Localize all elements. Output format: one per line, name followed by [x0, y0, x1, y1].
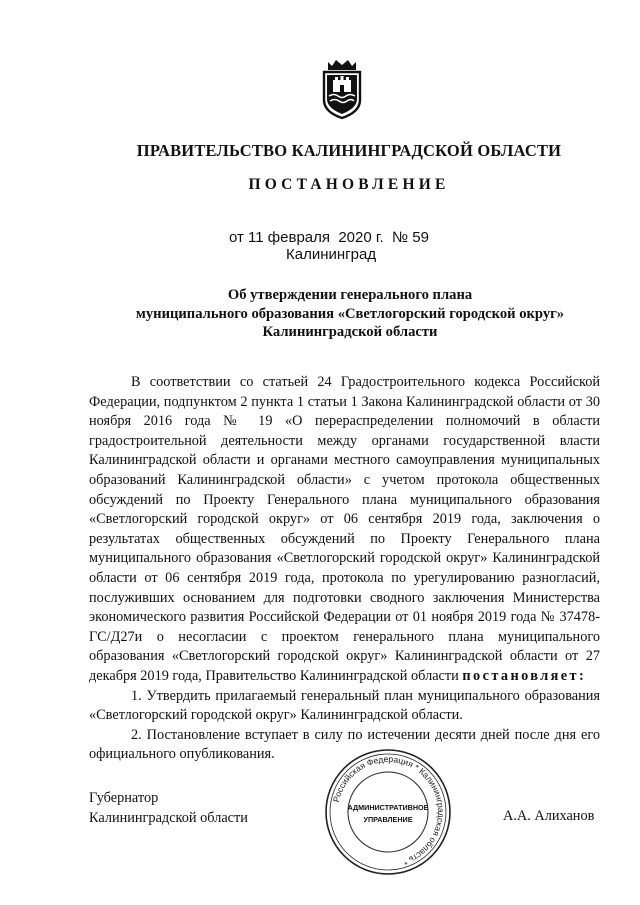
document-title [90, 286, 610, 342]
date-number-line: от 11 февраля 2020 г. № 59 [229, 229, 429, 246]
resolution-item-1: 1. Утвердить прилагаемый генеральный план муниципального образования «Светлогорский городской округ» Калининградской области. [89, 687, 600, 724]
title-line: Об утверждении генерального плана [227, 287, 473, 303]
preamble-paragraph [89, 373, 600, 687]
signer-position-line: Губернатор [89, 790, 159, 806]
document-body [89, 373, 600, 765]
resolution-item-2: 2. Постановление вступает в силу по истечении десяти дней после дня его официального опубликования. [89, 726, 600, 763]
city-name: Калининград [286, 246, 377, 263]
seal-center-line: АДМИНИСТРАТИВНОЕ [347, 803, 429, 812]
official-seal-stamp [322, 746, 454, 878]
signer-name: А.А. Алиханов [503, 808, 595, 824]
signer-position [89, 789, 248, 828]
resolution-verb: постановляет: [462, 667, 587, 684]
kaliningrad-coat-of-arms-icon [318, 56, 366, 120]
title-line: Калининградской области [262, 324, 438, 340]
organization-name: ПРАВИТЕЛЬСТВО КАЛИНИНГРАДСКОЙ ОБЛАСТИ [136, 141, 562, 160]
signer-position-line: Калининградской области [89, 809, 248, 826]
title-line: муниципального образования «Светлогорский городской округ» [135, 305, 565, 322]
seal-center-line: УПРАВЛЕНИЕ [363, 815, 413, 824]
seal-ring-text: Российская Федерация * Калининградская область * [331, 753, 447, 868]
preamble-text: В соответствии со статьей 24 Градостроительного кодекса Российской Федерации, подпунктом 2 пункта 1 статьи 1 Закона Калининградской области от 30 ноября 2016 года № 19 «О перераспределении полномочий в области градостроительной деятельности между органами государственной власти Калининградской области и органами местного самоуправления муниципальных образований Калининградской области» с учетом протокола общественных обсуждений по Проекту Генерального плана муниципального образования «Светлогорский городской округ» от 06 сентября 2019 года, заключения о результатах общественных обсуждений по Проекту Генерального плана муниципального образования «Светлогорский городской округ» Калининградской области от 06 сентября 2019 года, протокола по урегулированию разногласий, послуживших основанием для подготовки сводного заключения Министерства экономического развития Российской Федерации от 01 ноября 2019 года № 37478-ГС/Д27и о несогласии с проектом генерального плана муниципального образования «Светлогорский городской округ» Калининградской области от 27 декабря 2019 года, Правительство Калининградской области [89, 374, 600, 684]
document-type: ПОСТАНОВЛЕНИЕ [248, 176, 450, 193]
